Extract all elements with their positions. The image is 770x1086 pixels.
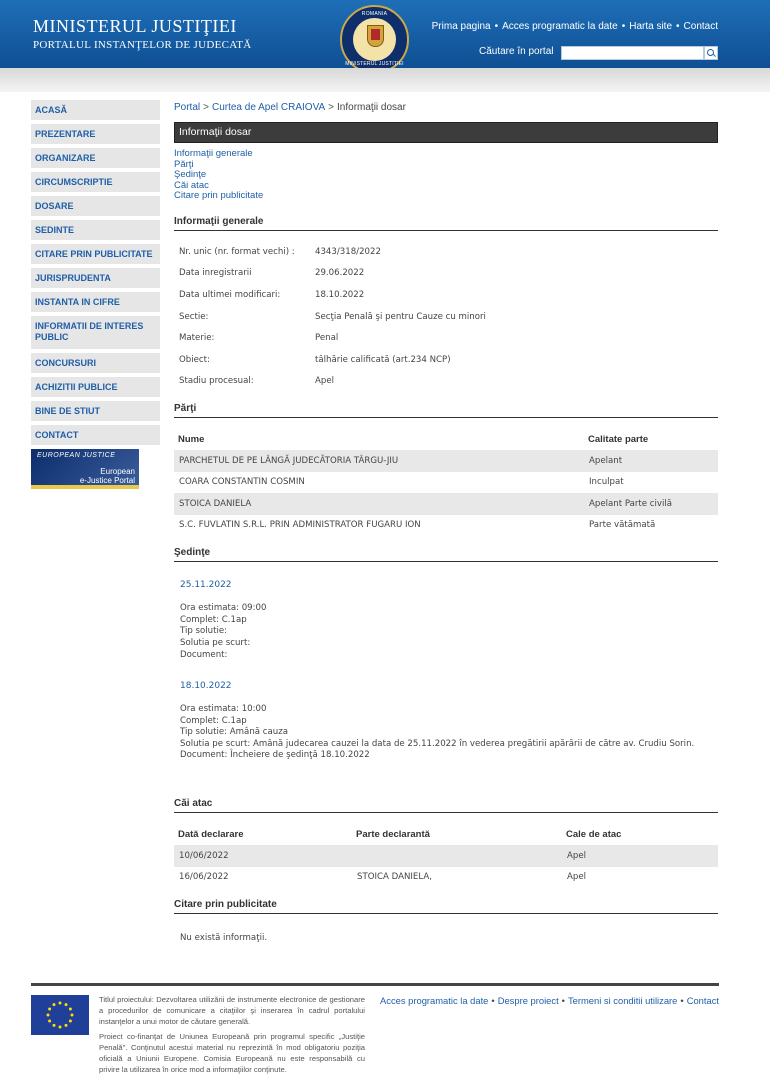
sidebar-item-circumscriptie[interactable]: CIRCUMSCRIPTIE — [31, 172, 160, 192]
shield-icon — [367, 25, 384, 47]
info-value: 4343/318/2022 — [315, 246, 381, 257]
search-label: Căutare în portal — [479, 46, 554, 57]
session-detail: Tip solutie: Amână cauza — [180, 727, 288, 738]
session-detail: Ora estimata: 09:00 — [180, 603, 267, 614]
table-row — [174, 493, 718, 515]
nav-contact[interactable]: Contact — [683, 21, 718, 32]
breadcrumb — [174, 100, 718, 116]
section-quicklinks — [174, 149, 718, 202]
breadcrumb-court[interactable]: Curtea de Apel CRAIOVA — [211, 102, 326, 113]
main-content — [174, 100, 718, 943]
session-date: 25.11.2022 — [180, 580, 232, 591]
session-detail: Solutia pe scurt: — [180, 637, 251, 648]
table-row — [174, 472, 718, 494]
empty-message: Nu există informaţii. — [180, 933, 268, 944]
info-row — [174, 371, 718, 393]
section-title-general: Informaţii generale — [174, 216, 718, 231]
ejustice-banner[interactable] — [31, 449, 139, 489]
info-row — [174, 306, 718, 328]
nav-separator: • — [621, 21, 626, 32]
sidebar-item-jurisprudenta[interactable]: JURISPRUDENTA — [31, 268, 160, 288]
ejustice-banner-bar — [31, 485, 139, 489]
footer-divider — [31, 983, 719, 986]
footer-links — [380, 995, 719, 1006]
section-title-parti: Părţi — [174, 403, 718, 418]
sidebar-item-prezentare[interactable]: PREZENTARE — [31, 124, 160, 144]
info-label: Obiect: — [179, 354, 210, 365]
footer-link-contact[interactable]: Contact — [686, 995, 719, 1006]
column-header-calitate: Calitate parte — [588, 433, 649, 445]
sidebar-item-informatii-interes-public[interactable]: INFORMATII DE INTERES PUBLIC — [31, 316, 160, 349]
party-role: Inculpat — [589, 477, 624, 488]
page-title: Informaţii dosar — [174, 122, 718, 143]
footer-separator: • — [491, 995, 495, 1006]
quicklink-cai-atac[interactable]: Căi atac — [174, 179, 209, 191]
footer-separator: • — [561, 995, 565, 1006]
search-icon[interactable] — [704, 46, 718, 60]
session-detail: Document: — [180, 649, 228, 660]
party-role: Apelant Parte civilă — [584, 493, 718, 515]
seal-center — [353, 18, 396, 61]
session-item — [174, 681, 718, 762]
sidebar-item-citare[interactable]: CITARE PRIN PUBLICITATE — [31, 244, 160, 264]
section-title-citare: Citare prin publicitate — [174, 899, 718, 914]
breadcrumb-portal[interactable]: Portal — [174, 102, 201, 113]
breadcrumb-separator: > — [328, 102, 335, 113]
party-name: STOICA DANIELA — [174, 493, 584, 515]
section-title-cai-atac: Căi atac — [174, 798, 718, 813]
column-header-cale-atac: Cale de atac — [566, 828, 622, 840]
info-label: Data ultimei modificari: — [179, 289, 281, 300]
quicklink-informatii-generale[interactable]: Informaţii generale — [174, 148, 253, 159]
ejustice-line-1: European — [100, 467, 135, 476]
footer-link-acces-programatic[interactable]: Acces programatic la date — [380, 995, 489, 1006]
table-row — [174, 867, 718, 889]
session-date: 18.10.2022 — [180, 681, 232, 692]
table-header-row — [174, 428, 718, 450]
seal-top-text: ROMANIA — [361, 11, 388, 17]
footer-separator: • — [680, 995, 684, 1006]
seal-bottom-text: MINISTERUL JUSTIŢIEI — [345, 61, 404, 67]
info-row — [174, 241, 718, 263]
session-detail: Complet: C.1ap — [180, 614, 247, 625]
info-row — [174, 284, 718, 306]
parti-table — [174, 428, 718, 536]
appeal-type: Apel — [567, 872, 587, 883]
footer-paragraph: Proiect co-finanţat de Uniunea Europeană prin programul specific „Justiţie Penală". Conţinutul acestui material nu reprezintă în mod obligatoriu poziţia oficială a Uniunii Europene. Comisia Europeană nu este responsabilă cu privire la utilizarea în orice mod a informaţiilor conţinute. — [99, 1032, 365, 1074]
footer-project-text — [99, 995, 365, 1081]
eu-flag-logo — [31, 995, 89, 1035]
session-detail: Tip solutie: — [180, 626, 228, 637]
quicklink-parti[interactable]: Părţi — [174, 158, 194, 170]
party-role: Apelant — [584, 450, 718, 472]
breadcrumb-separator: > — [203, 102, 209, 113]
info-label: Data inregistrarii — [179, 268, 252, 279]
site-header — [0, 0, 770, 68]
sidebar-item-contact[interactable]: CONTACT — [31, 425, 160, 445]
info-value: 29.06.2022 — [315, 268, 365, 279]
sidebar-item-sedinte[interactable]: SEDINTE — [31, 220, 160, 240]
table-row — [174, 450, 718, 472]
nav-acces-programatic[interactable]: Acces programatic la date — [502, 21, 618, 32]
sidebar-item-achizitii[interactable]: ACHIZITII PUBLICE — [31, 377, 160, 397]
sidebar-item-acasa[interactable]: ACASĂ — [31, 100, 160, 120]
info-row — [174, 349, 718, 371]
general-info-table — [174, 241, 718, 392]
appeal-date: 10/06/2022 — [174, 845, 352, 867]
info-label: Sectie: — [179, 311, 209, 322]
info-label: Stadiu procesual: — [179, 376, 254, 387]
footer-link-despre-proiect[interactable]: Despre proiect — [497, 995, 559, 1006]
party-role: Parte vătămată — [589, 520, 656, 531]
table-row — [174, 515, 718, 537]
nav-separator: • — [676, 21, 680, 32]
info-label: Nr. unic (nr. format vechi) : — [179, 246, 295, 257]
site-title[interactable]: MINISTERUL JUSTIŢIEI — [33, 16, 237, 36]
quicklink-citare[interactable]: Citare prin publicitate — [174, 190, 264, 202]
coat-of-arms-logo — [340, 5, 409, 74]
footer-link-termeni[interactable]: Termeni si conditii utilizare — [567, 995, 678, 1006]
ejustice-banner-top: EUROPEAN JUSTICE — [37, 452, 116, 459]
breadcrumb-current: Informaţii dosar — [337, 102, 406, 113]
appeal-type: Apel — [562, 845, 718, 867]
sidebar-item-dosare[interactable]: DOSARE — [31, 196, 160, 216]
sidebar-item-concursuri[interactable]: CONCURSURI — [31, 353, 160, 373]
section-title-sedinte: Şedinţe — [174, 547, 718, 562]
search-input[interactable] — [561, 46, 704, 60]
quicklink-sedinte[interactable]: Şedinţe — [174, 169, 207, 181]
top-nav — [432, 21, 718, 32]
info-row — [174, 263, 718, 285]
info-value: 18.10.2022 — [315, 289, 365, 300]
sidebar-item-bine-de-stiut[interactable]: BINE DE STIUT — [31, 401, 160, 421]
info-row — [174, 327, 718, 349]
info-value: tâlhărie calificată (art.234 NCP) — [315, 354, 451, 365]
session-item — [174, 580, 718, 661]
sidebar-item-instanta-in-cifre[interactable]: INSTANTA IN CIFRE — [31, 292, 160, 312]
info-label: Materie: — [179, 333, 215, 344]
eu-stars-icon — [31, 995, 89, 1035]
nav-prima-pagina[interactable]: Prima pagina — [431, 21, 491, 32]
table-row — [174, 845, 718, 867]
table-header-row — [174, 823, 718, 845]
appeal-date: 16/06/2022 — [179, 872, 229, 883]
nav-harta-site[interactable]: Harta site — [629, 21, 673, 32]
appeal-party: STOICA DANIELA, — [357, 872, 432, 883]
session-detail: Ora estimata: 10:00 — [180, 704, 267, 715]
ejustice-line-2: e-Justice Portal — [79, 476, 135, 485]
sidebar — [31, 100, 160, 489]
session-detail: Solutia pe scurt: Amână judecarea cauzei la data de 25.11.2022 în vederea pregătirii apărării de către av. Crudiu Sorin. — [180, 738, 695, 749]
site-subtitle[interactable]: PORTALUL INSTANŢELOR DE JUDECATĂ — [33, 39, 252, 51]
sidebar-item-organizare[interactable]: ORGANIZARE — [31, 148, 160, 168]
ejustice-banner-label — [80, 467, 135, 485]
info-value: Penal — [315, 333, 339, 344]
column-header-nume: Nume — [178, 433, 205, 445]
column-header-data-declarare: Dată declarare — [178, 828, 244, 840]
info-value: Secţia Penală şi pentru Cauze cu minori — [315, 311, 486, 322]
info-value: Apel — [315, 376, 335, 387]
party-name: S.C. FUVLATIN S.R.L. PRIN ADMINISTRATOR FUGARU ION — [179, 520, 421, 531]
session-detail: Complet: C.1ap — [180, 715, 247, 726]
party-name: PARCHETUL DE PE LÂNGĂ JUDECĂTORIA TÂRGU-JIU — [174, 450, 584, 472]
footer-paragraph: Titlul proiectului: Dezvoltarea utilizării de instrumente electronice de gestionare a procedurilor de comunicare a citaţiilor şi inserarea în cadrul portalului instanţelor a unui motor de căutare generală. — [99, 995, 365, 1026]
header-shadow — [0, 68, 770, 92]
column-header-parte-declaranta: Parte declarantă — [356, 828, 430, 840]
session-detail: Document: Încheiere de şedinţă 18.10.2022 — [180, 750, 370, 761]
appeal-party — [352, 845, 562, 867]
nav-separator: • — [494, 21, 499, 32]
cai-atac-table — [174, 823, 718, 888]
party-name: COARA CONSTANTIN COSMIN — [179, 477, 305, 488]
